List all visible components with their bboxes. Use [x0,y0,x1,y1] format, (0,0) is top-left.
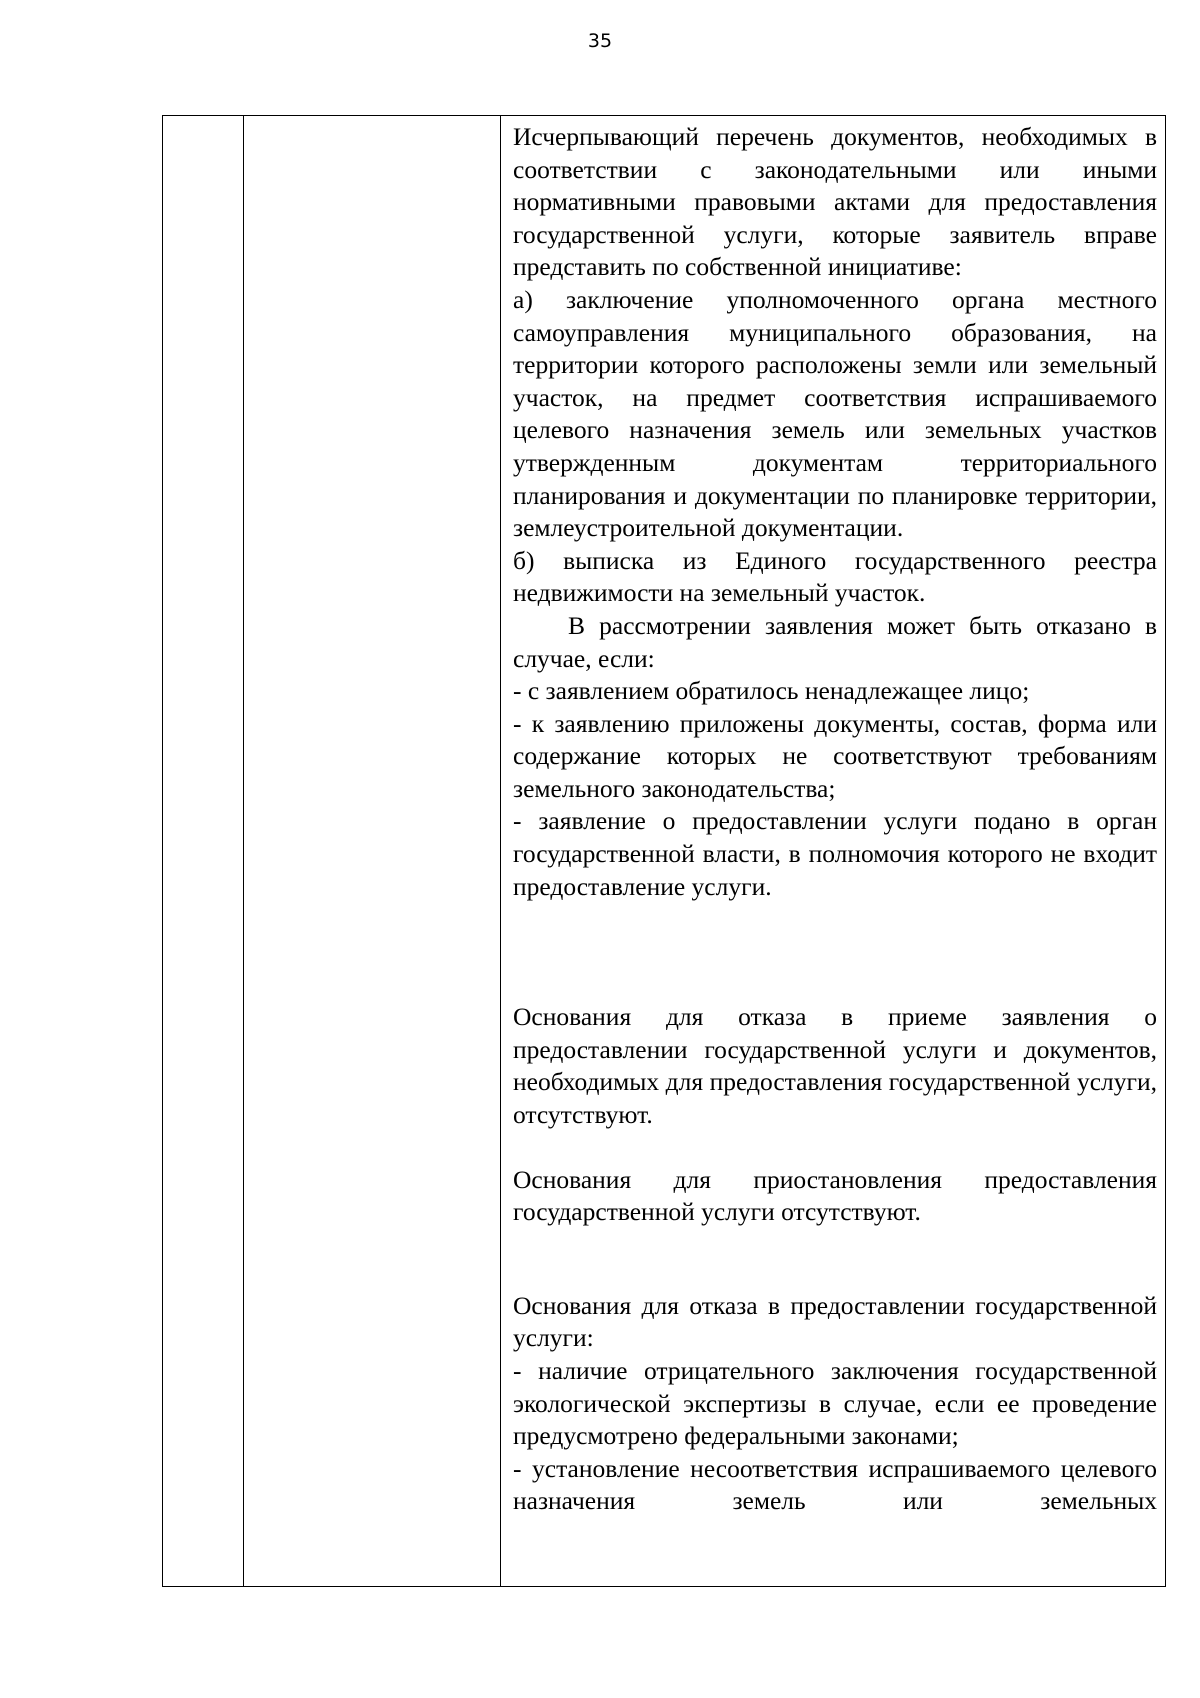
page-number: 35 [587,30,613,52]
documents-list-intro: Исчерпывающий перечень документов, необходимых в соответствии с законодательными или иными нормативными правовыми актами для предоставления государственной услуги, которые заявитель вправе представить по собственной инициативе: [513,122,1157,282]
grounds-refusal-acceptance: Основания для отказа в приеме заявления о предоставлении государственной услуги и документов, необходимых для предоставления государственной услуги, отсутствуют. [513,1002,1157,1130]
spacer [513,1229,1157,1290]
grounds-refusal-item-2: - установление несоответствия испрашиваемого целевого назначения земель или земельных [513,1453,1157,1516]
refusal-consideration-intro: В рассмотрении заявления может быть отказано в случае, если: [513,610,1157,673]
spacer [513,1132,1157,1164]
spacer [513,903,1157,1001]
column-divider-2 [500,116,501,1586]
grounds-refusal-item-1: - наличие отрицательного заключения государственной экологической экспертизы в случае, если ее проведение предусмотрено федеральными законами; [513,1356,1157,1451]
column-divider-1 [243,116,244,1586]
text-column-cell [513,121,1157,1583]
refusal-reason-2: - к заявлению приложены документы, состав, форма или содержание которых не соответствуют требованиям земельного законодательства; [513,708,1157,803]
refusal-reason-3: - заявление о предоставлении услуги подано в орган государственной власти, в полномочия которого не входит предоставление услуги. [513,806,1157,901]
documents-list-item-b: б) выписка из Единого государственного реестра недвижимости на земельный участок. [513,545,1157,608]
document-table [162,115,1166,1587]
grounds-refusal-heading: Основания для отказа в предоставлении государственной услуги: [513,1290,1157,1353]
grounds-suspension: Основания для приостановления предоставления государственной услуги отсутствуют. [513,1164,1157,1227]
documents-list-item-a: а) заключение уполномоченного органа местного самоуправления муниципального образования, на территории которого расположены земли или земельный участок, на предмет соответствия испрашиваемого целевого назначения земель или земельных участков утвержденным документам территориального планирования и документации по планировке территории, землеустроительной документации. [513,284,1157,543]
refusal-reason-1: - с заявлением обратилось ненадлежащее лицо; [513,676,1030,706]
